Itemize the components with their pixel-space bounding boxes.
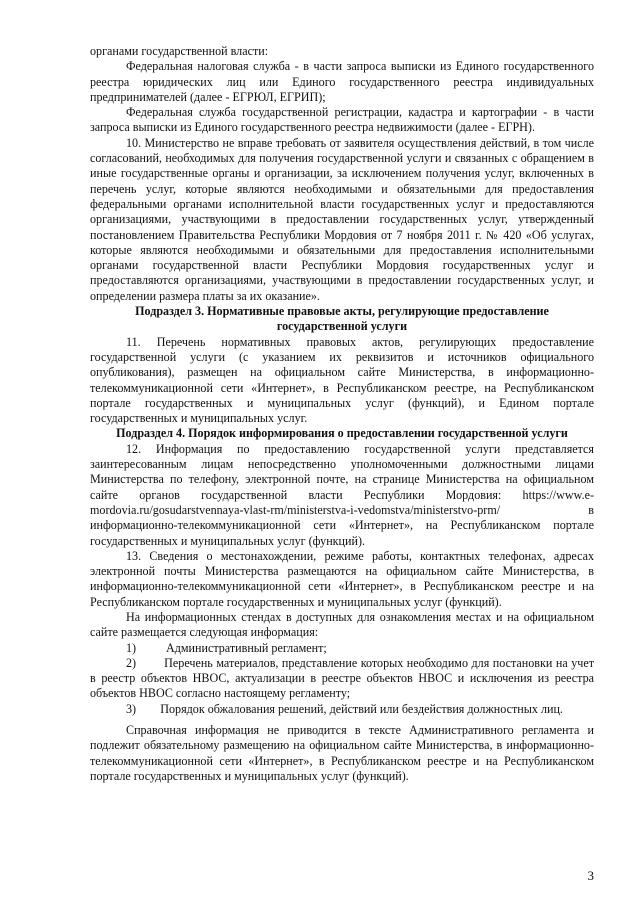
list-item-number: 2)	[126, 655, 137, 670]
paragraph-13: 13. Сведения о местонахождении, режиме работы, контактных телефонах, адресах электронной почты Министерства размещаются на официальном сайте Министерства, в информационно-телекоммуникационной сети «Интернет», в Республиканском реестре и на Республиканском портале государственных и муниципальных услуг (функций).	[90, 548, 594, 609]
list-item-number: 3)	[126, 701, 137, 716]
paragraph: На информационных стендах в доступных для ознакомления местах и на официальном сайте размещается следующая информация:	[90, 609, 594, 640]
list-item	[90, 656, 594, 702]
paragraph: Федеральная налоговая служба - в части запроса выписки из Единого государственного реестра юридических лиц или Единого государственного реестра индивидуальных предпринимателей (далее - ЕГРЮЛ, ЕГРИП);	[90, 59, 594, 104]
paragraph-10: 10. Министерство не вправе требовать от заявителя осуществления действий, в том числе согласований, необходимых для получения государственной услуги и связанных с обращением в иные государственные органы и организации, за исключением получения услуг, включенных в перечень услуг, которые являются необходимыми и обязательными для предоставления федеральными органами исполнительной власти государственных услуг и предоставляются организациями, участвующими в предоставлении государственных услуг, утвержденный постановлением Правительства Республики Мордовия от 7 ноября 2011 г. № 420 «Об услугах, которые являются необходимыми и обязательными для предоставления исполнительными органами государственной власти Республики Мордовия государственных услуг и предоставляются организациями, участвующими в предоставлении государственных услуг, и определении размера платы за их оказание».	[90, 135, 594, 303]
paragraph: Федеральная служба государственной регистрации, кадастра и картографии - в части запроса выписки из Единого государственного реестра недвижимости (далее - ЕГРН).	[90, 105, 594, 135]
list-item	[90, 641, 594, 656]
paragraph: Справочная информация не приводится в тексте Административного регламента и подлежит обязательному размещению на официальном сайте Министерства, в информационно-телекоммуникационной сети «Интернет», в Республиканском реестре и на Республиканском портале государственных и муниципальных услуг (функций).	[90, 723, 594, 783]
list-item-text: Порядок обжалования решений, действий или бездействия должностных лиц.	[160, 701, 563, 716]
list-item-text: Административный регламент;	[166, 640, 327, 655]
list-item-number: 1)	[126, 640, 137, 655]
subsection-3-heading: Подраздел 3. Нормативные правовые акты, регулирующие предоставление государственной услуги	[135, 304, 549, 334]
list-item-text: Перечень материалов, представление которых необходимо для постановки на учет в реестр объектов НВОС, актуализации в реестре объектов НВОС и исключения из реестра объектов НВОС согласно настоящему регламенту;	[90, 655, 594, 701]
paragraph: органами государственной власти:	[90, 44, 269, 58]
subsection-4-heading: Подраздел 4. Порядок информирования о предоставлении государственной услуги	[116, 426, 568, 441]
page-number: 3	[587, 868, 594, 883]
paragraph-12: 12. Информация по предоставлению государственной услуги представляется заинтересованным лицам непосредственно уполномоченными должностными лицами Министерства по телефону, электронной почте, на странице Министерства на официальном сайте органов государственной власти Республики Мордовия: https://www.e-mordovia.ru/gosudarstvennaya-vlast-rm/ministerstva-i-vedomstva/ministerstvo-prm/ в информационно-телекоммуникационной сети «Интернет», на Республиканском портале государственных и муниципальных услуг (функций).	[90, 441, 594, 548]
paragraph-11: 11. Перечень нормативных правовых актов, регулирующих предоставление государственной услуги (с указанием их реквизитов и источников официального опубликования), размещен на официальном сайте Министерства, в информационно-телекоммуникационной сети «Интернет», в Республиканском реестре, на Республиканском портале государственных и муниципальных услуг (функций), и Едином портале государственных и муниципальных услуг.	[90, 334, 594, 426]
list-item	[90, 702, 594, 717]
